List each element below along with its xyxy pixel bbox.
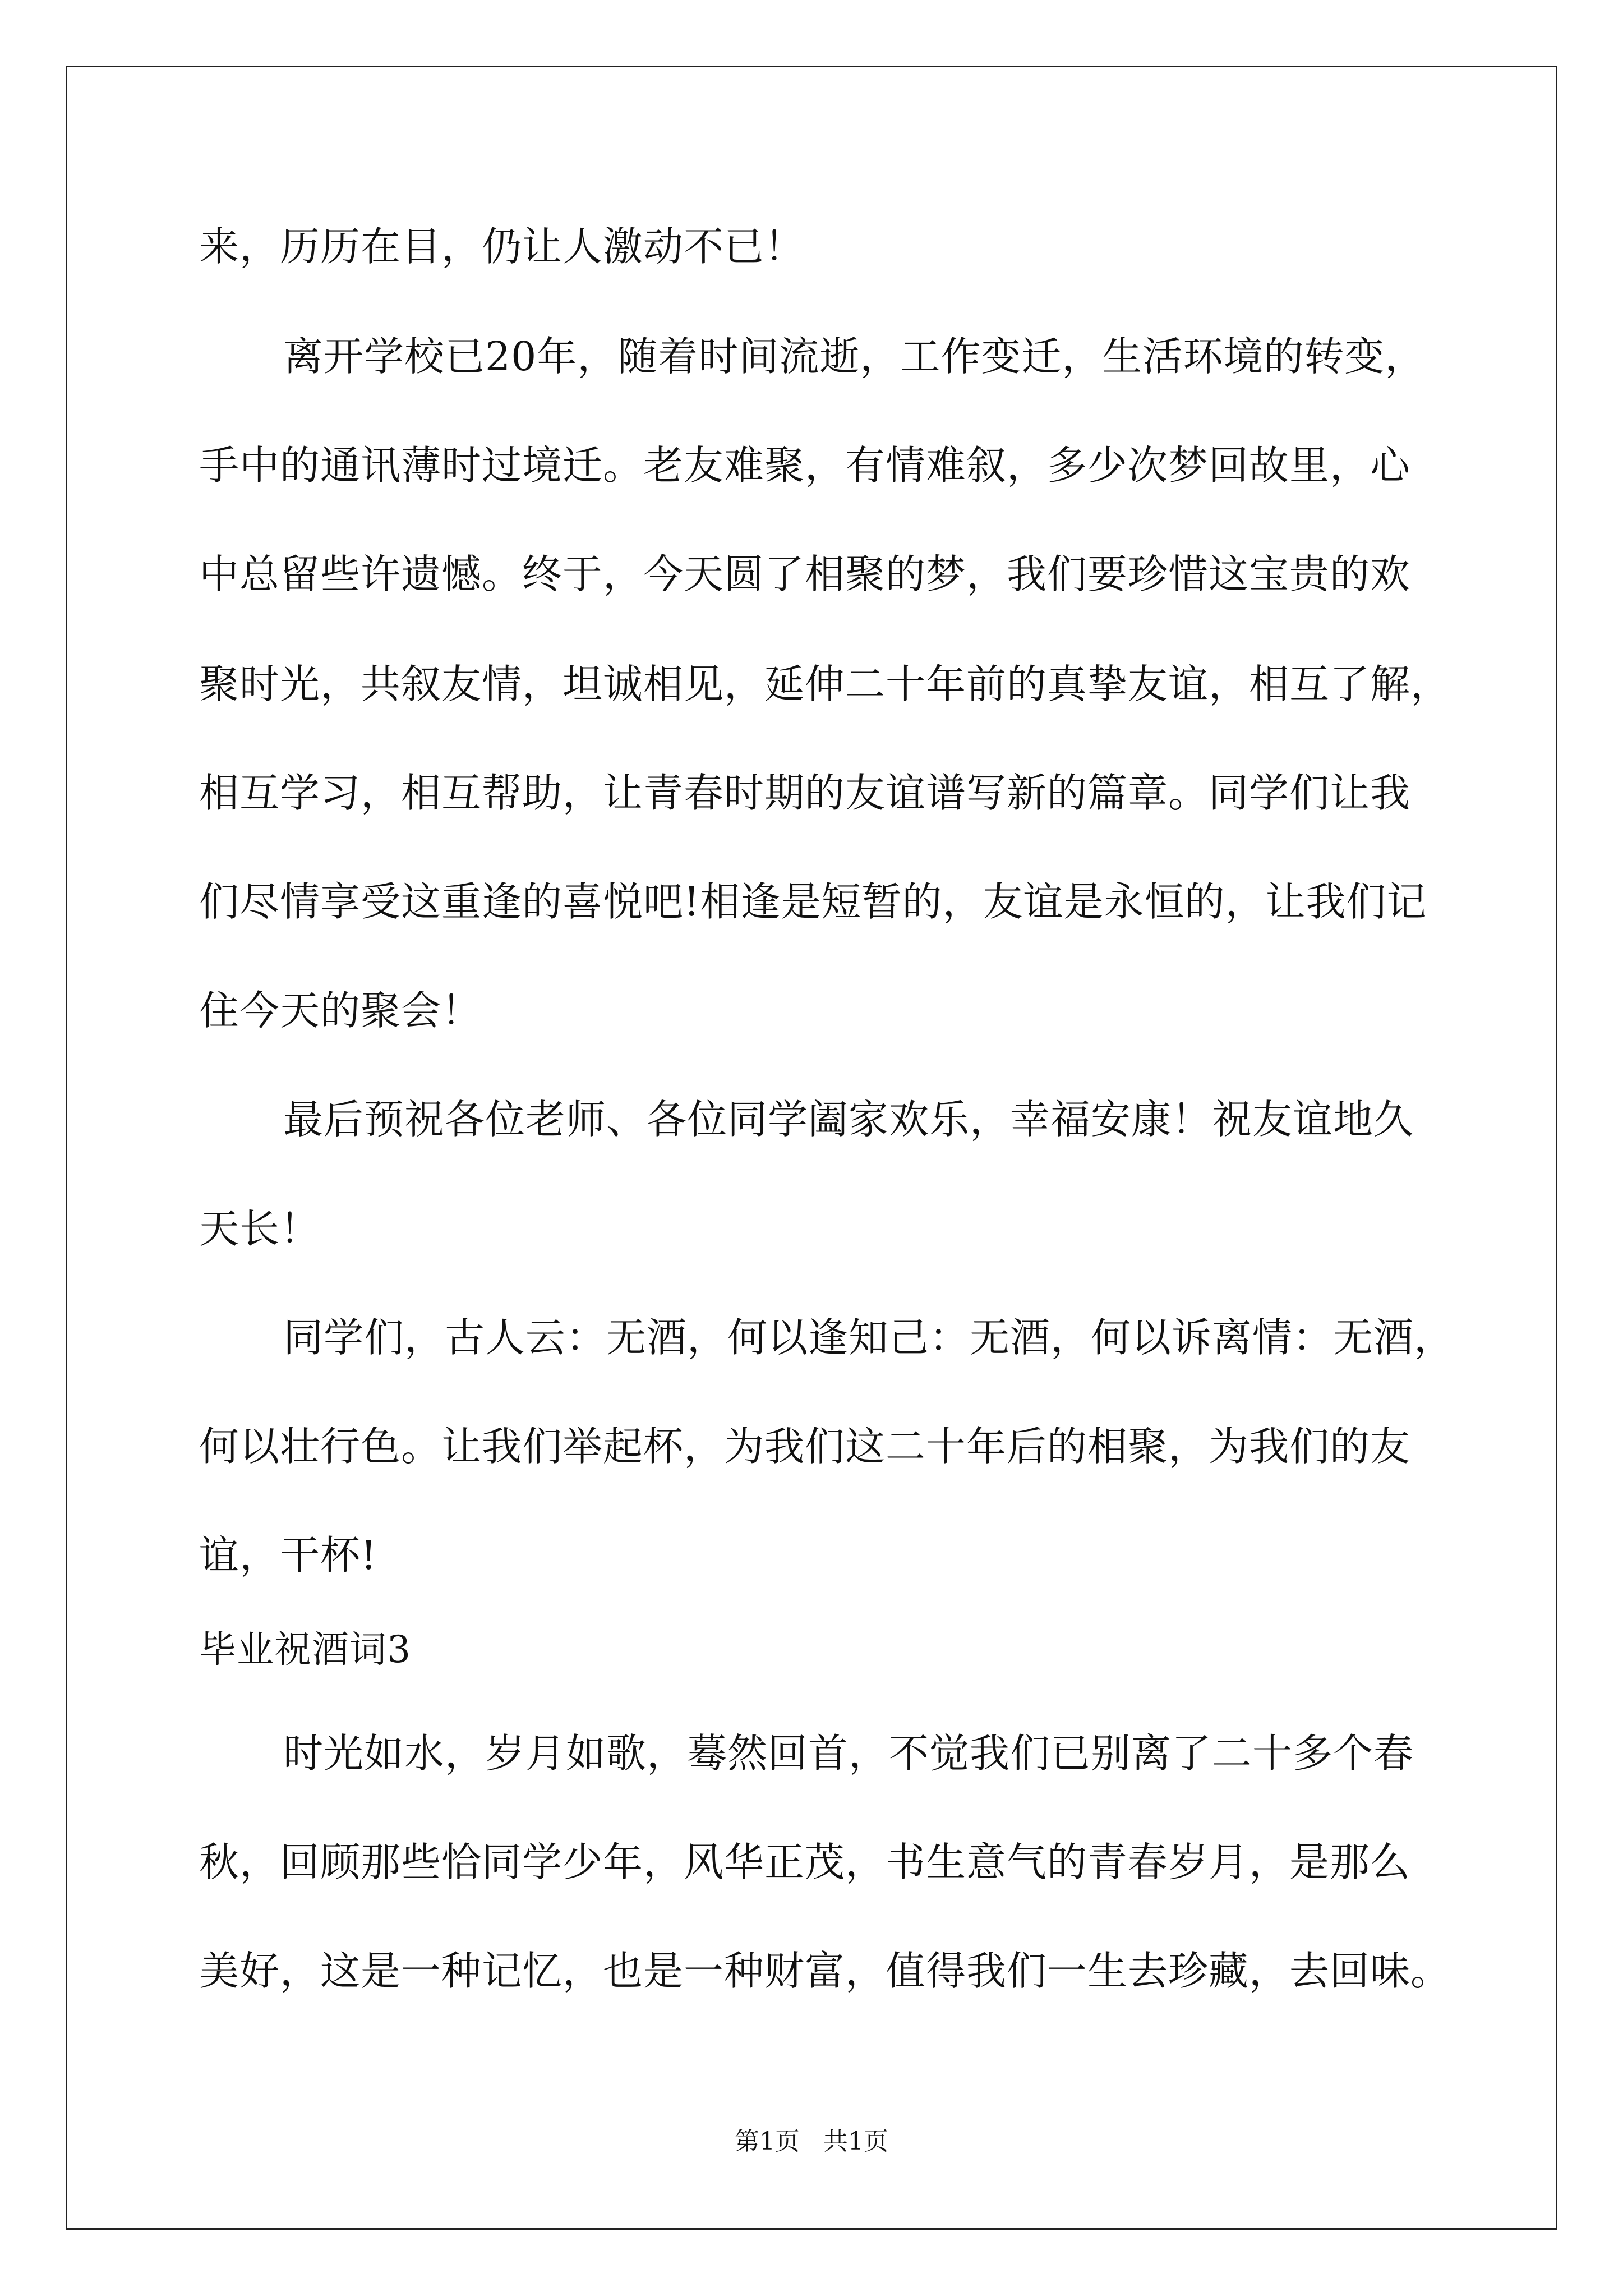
body-line-3: 手中的通讯薄时过境迁。老友难聚，有情难叙，多少次梦回故里，心: [199, 442, 1411, 489]
page-footer: 第1页 共1页: [735, 2127, 888, 2156]
body-line-11: 同学们，古人云：无酒，何以逢知己：无酒，何以诉离情：无酒，: [283, 1314, 1455, 1361]
body-line-2: 离开学校已20年，随着时间流逝，工作变迁，生活环境的转变，: [283, 333, 1426, 380]
body-line-17: 美好，这是一种记忆，也是一种财富，值得我们一生去珍藏，去回味。: [199, 1948, 1451, 1994]
body-line-12: 何以壮行色。让我们举起杯，为我们这二十年后的相聚，为我们的友: [199, 1423, 1411, 1470]
body-line-15: 时光如水，岁月如歌，蓦然回首，不觉我们已别离了二十多个春: [283, 1730, 1414, 1777]
section-heading: 毕业祝酒词3: [199, 1628, 411, 1671]
page-border: [66, 66, 1557, 2230]
body-line-9: 最后预祝各位老师、各位同学阖家欢乐，幸福安康！祝友谊地久: [283, 1096, 1414, 1143]
body-line-5: 聚时光，共叙友情，坦诚相见，延伸二十年前的真挚友谊，相互了解，: [199, 661, 1451, 707]
body-line-7: 们尽情享受这重逢的喜悦吧!相逢是短暂的，友谊是永恒的，让我们记: [199, 878, 1427, 925]
body-line-4: 中总留些许遗憾。终于，今天圆了相聚的梦，我们要珍惜这宝贵的欢: [199, 551, 1411, 597]
body-line-13: 谊，干杯!: [199, 1532, 377, 1579]
body-line-8: 住今天的聚会！: [199, 987, 482, 1034]
body-line-10: 天长！: [199, 1205, 321, 1252]
body-line-16: 秋，回顾那些恰同学少年，风华正茂，书生意气的青春岁月，是那么: [199, 1839, 1411, 1885]
body-line-6: 相互学习，相互帮助，让青春时期的友谊谱写新的篇章。同学们让我: [199, 770, 1411, 816]
body-line-1: 来，历历在目，仍让人激动不已！: [199, 223, 805, 270]
